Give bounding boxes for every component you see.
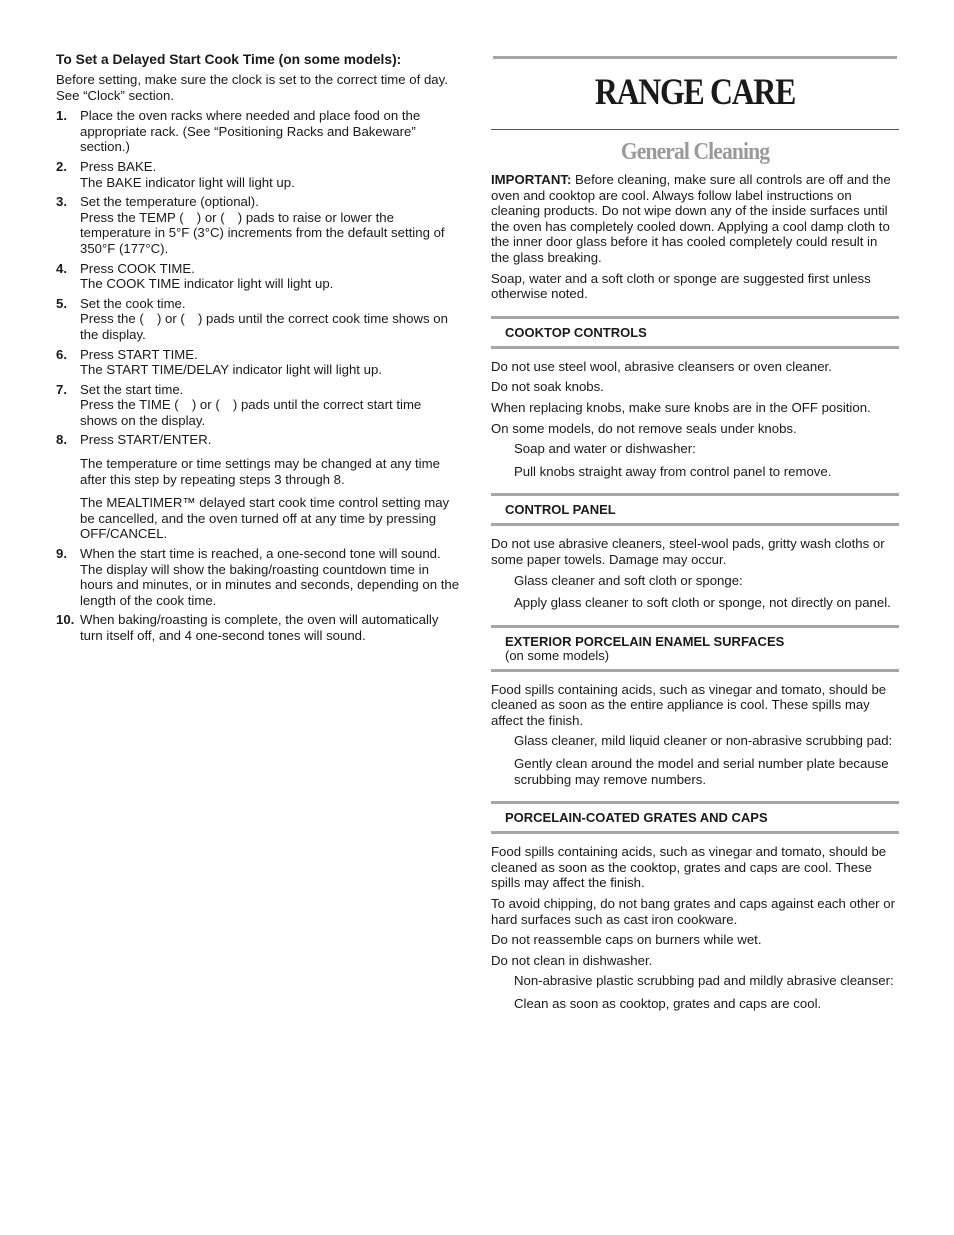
step-number: 7. [56,381,67,397]
cleaning-method: Gently clean around the model and serial number plate because scrubbing may remove numbers. [514,756,889,787]
step-item [56,612,462,643]
section-paragraph: To avoid chipping, do not bang grates and caps against each other or hard surfaces such as cast iron cookware. [491,896,895,927]
step-text: The BAKE indicator light will light up. [80,174,295,190]
title-bottom-rule [491,129,899,130]
step-item [56,194,462,256]
title-top-rule [493,56,897,59]
general-intro: Soap, water and a soft cloth or sponge are suggested first unless otherwise noted. [491,270,871,302]
section-title: EXTERIOR PORCELAIN ENAMEL SURFACES [505,633,785,649]
step-item [56,347,462,378]
step-item [56,546,462,608]
cleaning-method: Glass cleaner, mild liquid cleaner or non-abrasive scrubbing pad: [514,733,893,749]
step-text: The COOK TIME indicator light will light up. [80,276,334,292]
left-column [56,52,462,648]
step-text: Press START/ENTER. [80,432,212,448]
section-header [491,625,899,672]
cleaning-method: Glass cleaner and soft cloth or sponge: [514,572,743,588]
cleaning-method: Soap and water or dishwasher: [514,441,696,457]
step-number: 3. [56,194,67,210]
section-header [491,493,899,526]
step-item [56,108,462,155]
step-number: 4. [56,260,67,276]
cleaning-sections [491,316,899,1012]
step-number: 9. [56,546,67,562]
steps-list [56,108,462,643]
step-text: Press the TIME ( ) or ( ) pads until the correct start time shows on the display. [80,397,422,428]
step-text: Set the temperature (optional). [80,194,259,210]
step-text: Place the oven racks where needed and place food on the appropriate rack. (See “Positioning Racks and Bakeware” section.) [80,108,421,155]
page-title: RANGE CARE [594,72,796,113]
step-number: 10. [56,612,75,628]
step-note: The MEALTIMER™ delayed start cook time control setting may be cancelled, and the oven turned off at any time by pressing OFF/CANCEL. [80,495,450,542]
step-text: Press BAKE. [80,158,157,174]
section-paragraph: Food spills containing acids, such as vinegar and tomato, should be cleaned as soon as the cooktop, grates and caps are cool. These spills may affect the finish. [491,844,887,891]
section-paragraph: Food spills containing acids, such as vinegar and tomato, should be cleaned as soon as the entire appliance is cool. These spills may affect the finish. [491,681,887,728]
step-text: When baking/roasting is complete, the oven will automatically turn itself off, and 4 one-second tones will sound. [80,612,439,643]
section-paragraph: Do not soak knobs. [491,379,604,395]
step-item [56,261,462,292]
step-text: The START TIME/DELAY indicator light will light up. [80,362,382,378]
cleaning-method: Apply glass cleaner to soft cloth or sponge, not directly on panel. [514,595,891,611]
step-text: Press the TEMP ( ) or ( ) pads to raise or lower the temperature in 5°F (3°C) increments from the default setting of 350°F (177°C). [80,209,445,256]
cleaning-method: Pull knobs straight away from control panel to remove. [514,463,832,479]
step-item [56,382,462,429]
step-item [56,159,462,190]
cleaning-method: Clean as soon as cooktop, grates and caps are cool. [514,996,822,1011]
step-text: Set the cook time. [80,295,186,311]
step-number: 5. [56,295,67,311]
section-paragraph: Do not clean in dishwasher. [491,952,653,968]
delayed-start-intro: Before setting, make sure the clock is set to the correct time of day. See “Clock” section. [56,72,448,103]
step-text: Set the start time. [80,381,184,397]
section-paragraph: Do not use steel wool, abrasive cleansers or oven cleaner. [491,358,832,374]
section-paragraph: When replacing knobs, make sure knobs are in the OFF position. [491,399,871,415]
section-paragraph: Do not reassemble caps on burners while wet. [491,932,762,948]
section-title: CONTROL PANEL [505,502,616,518]
step-item [56,296,462,343]
cleaning-method: Non-abrasive plastic scrubbing pad and mildly abrasive cleanser: [514,973,894,989]
step-number: 6. [56,346,67,362]
step-number: 2. [56,158,67,174]
important-label: IMPORTANT: [491,172,572,187]
right-column [491,52,899,1019]
delayed-start-heading: To Set a Delayed Start Cook Time (on some models): [56,52,402,67]
section-title: PORCELAIN-COATED GRATES AND CAPS [505,810,768,826]
step-number: 8. [56,432,67,448]
section-subtitle: (on some models) [505,647,610,663]
step-text: Press START TIME. [80,346,198,362]
step-text: When the start time is reached, a one-second tone will sound. The display will show the baking/roasting countdown time in hours and minutes, or in minutes and seconds, depending on the length of the cook time. [80,546,460,608]
section-title: COOKTOP CONTROLS [505,324,647,340]
step-text: Press COOK TIME. [80,260,195,276]
step-number: 1. [56,108,67,124]
section-paragraph: Do not use abrasive cleaners, steel-wool pads, gritty wash cloths or some paper towels. Damage may occur. [491,536,885,567]
section-subtitle: General Cleaning [620,139,770,165]
important-note [491,172,899,266]
section-header [491,801,899,834]
step-note: The temperature or time settings may be changed at any time after this step by repeating steps 3 through 8. [80,456,440,487]
section-paragraph: On some models, do not remove seals under knobs. [491,420,797,436]
important-text: Before cleaning, make sure all controls are off and the oven and cooktop are cool. Always follow label instructions on cleaning products. Do not wipe down any of the inside surfaces until the oven has completely cooled down. Applying a cool damp cloth to the inner door glass before it has cooled completely could result in the glass breaking. [491,172,891,265]
section-header [491,316,899,349]
step-text: Press the ( ) or ( ) pads until the correct cook time shows on the display. [80,311,448,342]
step-item [56,432,462,542]
